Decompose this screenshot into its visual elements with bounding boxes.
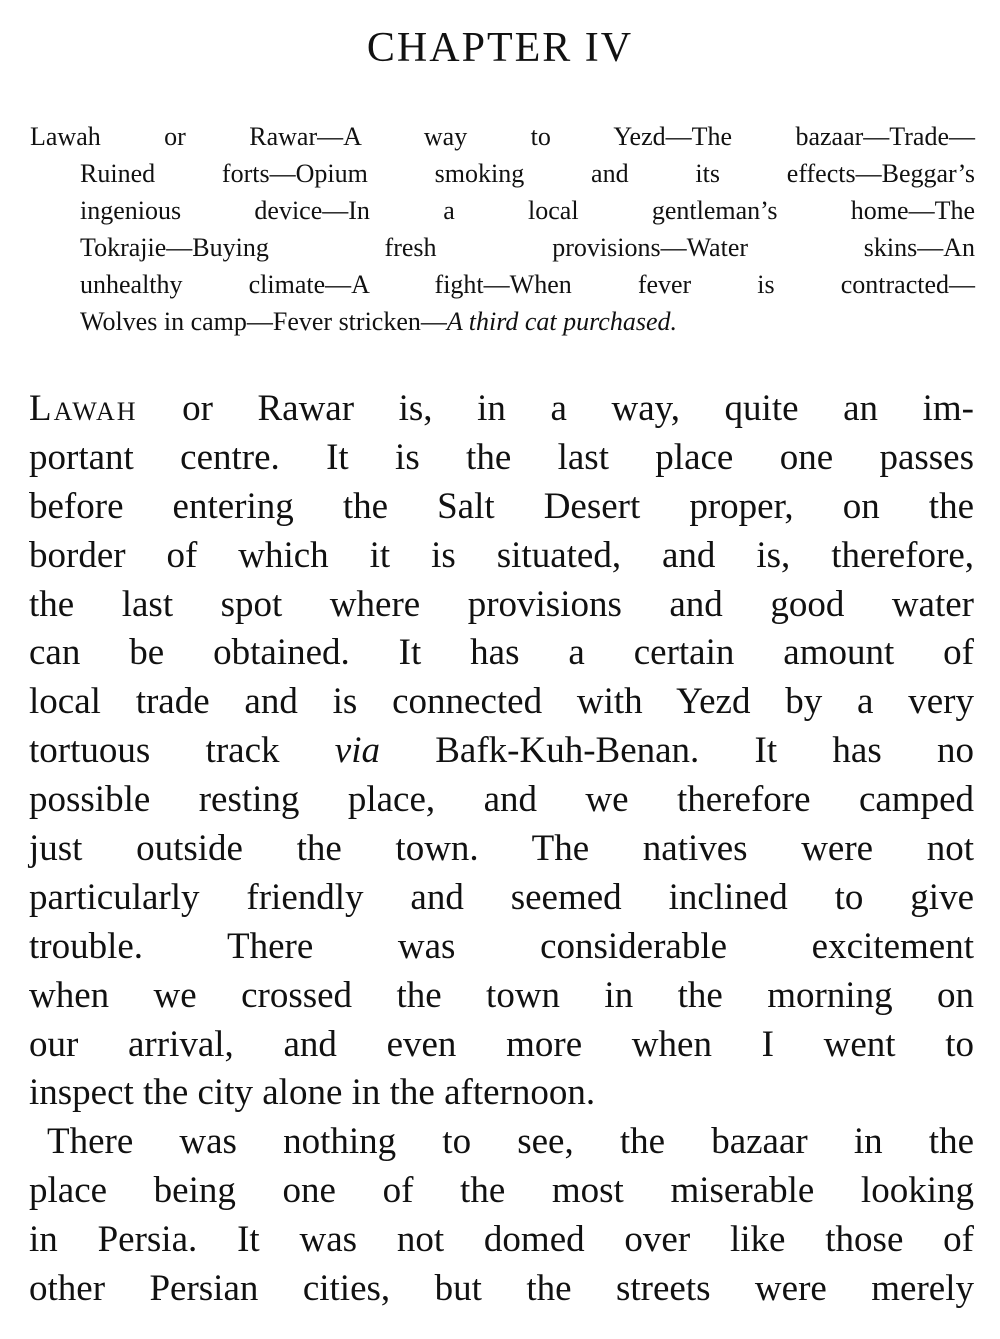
synopsis-line: Ruined forts—Opium smoking and its effects—Beggar’s	[80, 159, 975, 188]
body-line: when we crossed the town in the morning on	[29, 974, 974, 1016]
synopsis-line-last-text	[80, 307, 677, 336]
body-line: can be obtained. It has a certain amount of	[29, 632, 974, 674]
synopsis-line-last	[80, 303, 975, 340]
body-line-text: or Rawar is, in a way, quite an im-	[137, 388, 974, 429]
italic-word: via	[334, 730, 380, 772]
chapter-synopsis	[30, 118, 975, 340]
body-line: There was nothing to see, the bazaar in the	[47, 1121, 974, 1163]
synopsis-line: Tokrajie—Buying fresh provisions—Water skins—An	[80, 233, 975, 262]
body-line: our arrival, and even more when I went to	[29, 1023, 974, 1065]
synopsis-text: Wolves in camp—Fever stricken—	[80, 307, 447, 336]
body-line: possible resting place, and we therefore camped	[29, 779, 974, 821]
synopsis-line: Lawah or Rawar—A way to Yezd—The bazaar—Trade—	[30, 122, 975, 151]
body-line: border of which it is situated, and is, therefore,	[29, 534, 974, 576]
body-line	[29, 385, 974, 434]
body-line: before entering the Salt Desert proper, on the	[29, 485, 974, 527]
body-line: the last spot where provisions and good water	[29, 583, 974, 625]
body-line: other Persian cities, but the streets were merely	[29, 1268, 974, 1310]
body-line	[29, 727, 974, 776]
body-line: just outside the town. The natives were not	[29, 828, 974, 870]
body-line: inspect the city alone in the afternoon.	[29, 1072, 596, 1114]
body-line-text: Bafk-Kuh-Benan. It has no	[379, 730, 975, 772]
lead-word: Lawah	[29, 388, 138, 429]
body-text	[29, 385, 974, 1314]
body-line: local trade and is connected with Yezd by a very	[29, 681, 974, 723]
chapter-title: CHAPTER IV	[366, 25, 634, 71]
body-line: trouble. There was considerable excitement	[29, 925, 974, 967]
body-line: in Persia. It was not domed over like those of	[29, 1219, 974, 1261]
body-line: particularly friendly and seemed inclined to give	[29, 876, 974, 918]
synopsis-line: ingenious device—In a local gentleman’s home—The	[80, 196, 975, 225]
synopsis-italic-text: A third cat purchased.	[446, 307, 678, 336]
body-line: portant centre. It is the last place one passes	[29, 436, 974, 478]
body-line-text: tortuous track	[29, 730, 335, 772]
body-line: place being one of the most miserable looking	[29, 1170, 974, 1212]
synopsis-line: unhealthy climate—A fight—When fever is contracted—	[80, 270, 975, 299]
